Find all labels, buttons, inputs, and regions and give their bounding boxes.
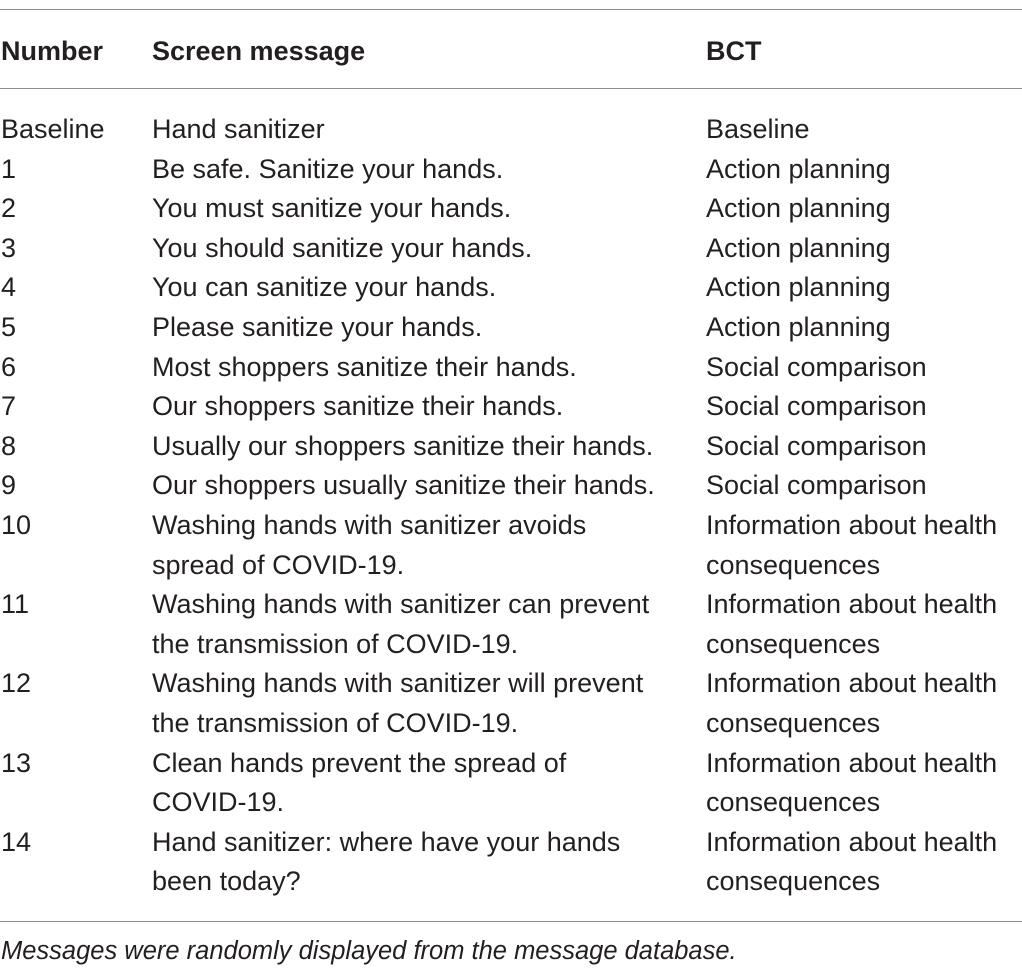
header-number: Number [1, 36, 104, 66]
cell-screen-message: You can sanitize your hands. [152, 272, 497, 303]
cell-bct: Information about health consequences [706, 668, 998, 738]
cell-bct: Action planning [706, 153, 891, 184]
table-row [0, 387, 1022, 427]
table-row [0, 110, 1022, 150]
cell-number: 13 [1, 747, 32, 778]
cell-screen-message: Hand sanitizer: where have your hands been today? [152, 826, 621, 897]
table-row [0, 348, 1022, 388]
cell-number: 7 [1, 391, 17, 422]
cell-bct: Social comparison [706, 470, 927, 501]
cell-screen-message: Our shoppers sanitize their hands. [152, 391, 564, 422]
table-bottom-rule [0, 921, 1022, 922]
cell-screen-message: Washing hands with sanitizer can prevent the transmission of COVID-19. [152, 589, 650, 659]
cell-screen-message: Please sanitize your hands. [152, 311, 483, 342]
cell-number: 5 [1, 311, 17, 342]
table-header [0, 9, 1022, 88]
cell-number: 12 [1, 668, 32, 699]
cell-bct: Information about health consequences [706, 589, 998, 659]
table-row [0, 268, 1022, 308]
table-row [0, 506, 1022, 585]
cell-bct: Information about health consequences [706, 826, 998, 897]
cell-screen-message: You must sanitize your hands. [152, 193, 512, 224]
cell-bct: Baseline [706, 114, 810, 144]
cell-screen-message: Our shoppers usually sanitize their hands. [152, 470, 655, 501]
header-screen-message: Screen message [152, 36, 366, 66]
cell-screen-message: You should sanitize your hands. [152, 232, 533, 263]
cell-bct: Social comparison [706, 430, 927, 461]
cell-bct: Action planning [706, 311, 891, 342]
table-row [0, 229, 1022, 269]
cell-number: Baseline [1, 114, 105, 144]
table-body [0, 110, 1022, 902]
cell-number: 1 [1, 153, 17, 184]
cell-number: 4 [1, 272, 17, 303]
cell-bct: Information about health consequences [706, 509, 998, 580]
cell-screen-message: Hand sanitizer [152, 114, 325, 144]
cell-screen-message: Be safe. Sanitize your hands. [152, 153, 504, 184]
cell-screen-message: Washing hands with sanitizer will prevent the transmission of COVID-19. [152, 668, 644, 738]
cell-screen-message: Most shoppers sanitize their hands. [152, 351, 577, 382]
cell-number: 6 [1, 351, 17, 382]
table-header-rule [0, 88, 1022, 89]
cell-bct: Action planning [706, 232, 891, 263]
cell-number: 10 [1, 509, 32, 540]
table-row [0, 427, 1022, 467]
table-row [0, 308, 1022, 348]
cell-number: 3 [1, 232, 17, 263]
table-row [0, 189, 1022, 229]
table-row [0, 664, 1022, 743]
cell-number: 9 [1, 470, 17, 501]
cell-bct: Social comparison [706, 351, 927, 382]
cell-bct: Action planning [706, 272, 891, 303]
cell-screen-message: Usually our shoppers sanitize their hands. [152, 430, 654, 461]
cell-number: 11 [1, 589, 30, 620]
table-row [0, 466, 1022, 506]
table-row [0, 585, 1022, 664]
table-row [0, 744, 1022, 823]
cell-screen-message: Washing hands with sanitizer avoids spread of COVID-19. [152, 509, 587, 580]
cell-bct: Information about health consequences [706, 747, 998, 818]
cell-number: 8 [1, 430, 17, 461]
cell-bct: Social comparison [706, 391, 927, 422]
cell-bct: Action planning [706, 193, 891, 224]
cell-number: 14 [1, 826, 32, 857]
table-row [0, 823, 1022, 902]
header-bct: BCT [706, 36, 762, 66]
table-row [0, 150, 1022, 190]
table-footnote: Messages were randomly displayed from the message database. [1, 937, 737, 965]
cell-number: 2 [1, 193, 17, 224]
cell-screen-message: Clean hands prevent the spread of COVID-19. [152, 747, 567, 818]
